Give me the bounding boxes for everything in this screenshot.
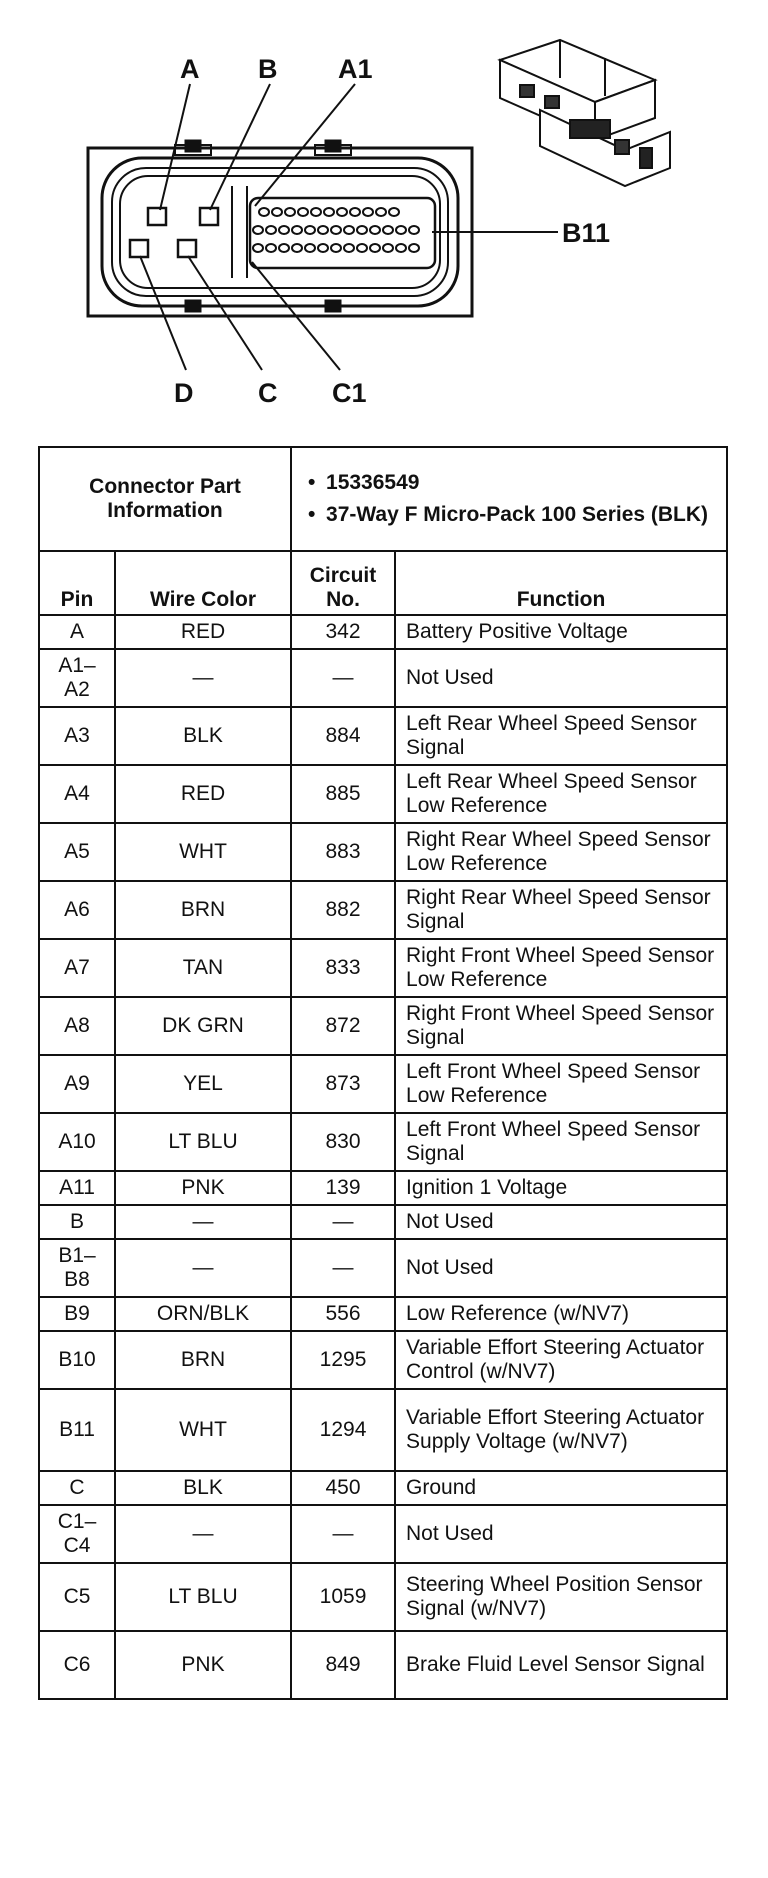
micro-pin <box>292 226 302 234</box>
pin-c <box>178 240 196 257</box>
table-row <box>39 1331 727 1389</box>
pin-cell: A4 <box>39 765 115 823</box>
function-cell: Not Used <box>395 1505 727 1563</box>
circuit-cell: — <box>291 1505 395 1563</box>
circuit-cell: 830 <box>291 1113 395 1171</box>
micro-pin <box>363 208 373 216</box>
function-cell: Left Rear Wheel Speed Sensor Signal <box>395 707 727 765</box>
table-row <box>39 1113 727 1171</box>
column-header-circuit-no: Circuit No. <box>291 551 395 615</box>
micro-pin <box>279 244 289 252</box>
function-cell: Variable Effort Steering Actuator Control (w/NV7) <box>395 1331 727 1389</box>
wire-color-cell: ORN/BLK <box>115 1297 291 1331</box>
table-row <box>39 615 727 649</box>
pin-cell: A7 <box>39 939 115 997</box>
micro-pin <box>279 226 289 234</box>
pin-cell: A3 <box>39 707 115 765</box>
micro-pin <box>409 244 419 252</box>
wire-color-cell: — <box>115 1505 291 1563</box>
micro-pin <box>370 244 380 252</box>
function-cell: Variable Effort Steering Actuator Supply Voltage (w/NV7) <box>395 1389 727 1471</box>
wire-color-cell: RED <box>115 615 291 649</box>
micro-pin <box>318 244 328 252</box>
table-row <box>39 1631 727 1699</box>
micro-pin <box>357 226 367 234</box>
pin-cell: A8 <box>39 997 115 1055</box>
connector-info-details <box>291 447 727 551</box>
micro-pin <box>311 208 321 216</box>
pin-cell: A5 <box>39 823 115 881</box>
circuit-cell: 873 <box>291 1055 395 1113</box>
circuit-cell: — <box>291 1239 395 1297</box>
function-cell: Left Front Wheel Speed Sensor Low Reference <box>395 1055 727 1113</box>
micro-pin <box>396 244 406 252</box>
pinout-table <box>38 446 728 1700</box>
micro-pin <box>376 208 386 216</box>
pin-cell: B1–B8 <box>39 1239 115 1297</box>
pin-cell: C5 <box>39 1563 115 1631</box>
table-row <box>39 1205 727 1239</box>
wire-color-cell: PNK <box>115 1171 291 1205</box>
connector-part-number: • 15336549 <box>312 471 720 495</box>
pin-cell: A6 <box>39 881 115 939</box>
connector-3d-view <box>500 40 670 186</box>
circuit-cell: 450 <box>291 1471 395 1505</box>
table-row <box>39 939 727 997</box>
micro-pin <box>370 226 380 234</box>
micro-pin <box>266 226 276 234</box>
circuit-cell: 556 <box>291 1297 395 1331</box>
micro-pin <box>383 244 393 252</box>
table-row <box>39 1471 727 1505</box>
wire-color-cell: WHT <box>115 1389 291 1471</box>
micro-pin <box>266 244 276 252</box>
pin-cell: B10 <box>39 1331 115 1389</box>
function-cell: Right Rear Wheel Speed Sensor Low Reference <box>395 823 727 881</box>
pin-d <box>130 240 148 257</box>
column-header-pin: Pin <box>39 551 115 615</box>
wire-color-cell: WHT <box>115 823 291 881</box>
micro-pin <box>389 208 399 216</box>
circuit-cell: 1059 <box>291 1563 395 1631</box>
table-row <box>39 881 727 939</box>
wire-color-cell: PNK <box>115 1631 291 1699</box>
wire-color-cell: — <box>115 1205 291 1239</box>
connector-description: • 37-Way F Micro-Pack 100 Series (BLK) <box>312 503 720 527</box>
function-cell: Right Rear Wheel Speed Sensor Signal <box>395 881 727 939</box>
pin-cell: B <box>39 1205 115 1239</box>
circuit-cell: 882 <box>291 881 395 939</box>
table-row <box>39 1563 727 1631</box>
circuit-cell: 1294 <box>291 1389 395 1471</box>
table-row <box>39 649 727 707</box>
pin-cell: A9 <box>39 1055 115 1113</box>
circuit-cell: — <box>291 1205 395 1239</box>
wire-color-cell: TAN <box>115 939 291 997</box>
circuit-cell: 872 <box>291 997 395 1055</box>
pin-b <box>200 208 218 225</box>
callout-c: C <box>258 378 278 408</box>
pin-cell: C1–C4 <box>39 1505 115 1563</box>
table-row <box>39 765 727 823</box>
callout-c1: C1 <box>332 378 367 408</box>
function-cell: Low Reference (w/NV7) <box>395 1297 727 1331</box>
pin-cell: A <box>39 615 115 649</box>
micro-pin <box>350 208 360 216</box>
micro-pin <box>409 226 419 234</box>
circuit-cell: 883 <box>291 823 395 881</box>
micro-pin <box>344 226 354 234</box>
pin-cell: C <box>39 1471 115 1505</box>
micro-pin <box>253 226 263 234</box>
pin-a <box>148 208 166 225</box>
function-cell: Not Used <box>395 649 727 707</box>
callout-b: B <box>258 54 278 84</box>
micro-pin <box>298 208 308 216</box>
column-header-function: Function <box>395 551 727 615</box>
callout-b11: B11 <box>562 218 611 248</box>
micro-pin <box>305 226 315 234</box>
micro-pin <box>337 208 347 216</box>
table-row <box>39 1389 727 1471</box>
circuit-cell: 884 <box>291 707 395 765</box>
function-cell: Right Front Wheel Speed Sensor Low Reference <box>395 939 727 997</box>
circuit-cell: — <box>291 649 395 707</box>
micro-pin <box>357 244 367 252</box>
circuit-cell: 342 <box>291 615 395 649</box>
wire-color-cell: DK GRN <box>115 997 291 1055</box>
function-cell: Left Rear Wheel Speed Sensor Low Reference <box>395 765 727 823</box>
micro-pin-grid <box>253 208 419 252</box>
micro-pin <box>344 244 354 252</box>
micro-pin <box>383 226 393 234</box>
micro-pin <box>259 208 269 216</box>
circuit-cell: 1295 <box>291 1331 395 1389</box>
micro-pin <box>305 244 315 252</box>
circuit-cell: 833 <box>291 939 395 997</box>
wire-color-cell: — <box>115 1239 291 1297</box>
wire-color-cell: — <box>115 649 291 707</box>
function-cell: Ground <box>395 1471 727 1505</box>
micro-pin <box>324 208 334 216</box>
function-cell: Not Used <box>395 1205 727 1239</box>
function-cell: Ignition 1 Voltage <box>395 1171 727 1205</box>
pin-cell: B11 <box>39 1389 115 1471</box>
circuit-cell: 139 <box>291 1171 395 1205</box>
table-row <box>39 707 727 765</box>
table-row <box>39 1505 727 1563</box>
circuit-cell: 885 <box>291 765 395 823</box>
micro-pin <box>285 208 295 216</box>
micro-pin <box>292 244 302 252</box>
micro-pin <box>396 226 406 234</box>
function-cell: Right Front Wheel Speed Sensor Signal <box>395 997 727 1055</box>
wire-color-cell: RED <box>115 765 291 823</box>
function-cell: Steering Wheel Position Sensor Signal (w/NV7) <box>395 1563 727 1631</box>
micro-pin <box>272 208 282 216</box>
table-row <box>39 997 727 1055</box>
wire-color-cell: BLK <box>115 707 291 765</box>
pin-cell: B9 <box>39 1297 115 1331</box>
callout-a: A <box>180 54 200 84</box>
column-header-wire-color: Wire Color <box>115 551 291 615</box>
callout-d: D <box>174 378 194 408</box>
pin-cell: C6 <box>39 1631 115 1699</box>
function-cell: Brake Fluid Level Sensor Signal <box>395 1631 727 1699</box>
connector-diagram <box>0 0 768 430</box>
callout-a1: A1 <box>338 54 373 84</box>
table-row <box>39 1171 727 1205</box>
wire-color-cell: YEL <box>115 1055 291 1113</box>
wire-color-cell: BRN <box>115 1331 291 1389</box>
function-cell: Not Used <box>395 1239 727 1297</box>
wire-color-cell: LT BLU <box>115 1563 291 1631</box>
pin-cell: A11 <box>39 1171 115 1205</box>
micro-pin <box>331 244 341 252</box>
function-cell: Battery Positive Voltage <box>395 615 727 649</box>
micro-pin <box>253 244 263 252</box>
connector-info-title: Connector Part Information <box>39 447 291 551</box>
table-row <box>39 1055 727 1113</box>
pin-cell: A1–A2 <box>39 649 115 707</box>
table-row <box>39 823 727 881</box>
wire-color-cell: BLK <box>115 1471 291 1505</box>
table-row <box>39 1239 727 1297</box>
wire-color-cell: BRN <box>115 881 291 939</box>
table-row <box>39 1297 727 1331</box>
column-header-row <box>39 551 727 615</box>
function-cell: Left Front Wheel Speed Sensor Signal <box>395 1113 727 1171</box>
wire-color-cell: LT BLU <box>115 1113 291 1171</box>
micro-pin <box>331 226 341 234</box>
pin-cell: A10 <box>39 1113 115 1171</box>
connector-info-row <box>39 447 727 551</box>
micro-pin <box>318 226 328 234</box>
circuit-cell: 849 <box>291 1631 395 1699</box>
